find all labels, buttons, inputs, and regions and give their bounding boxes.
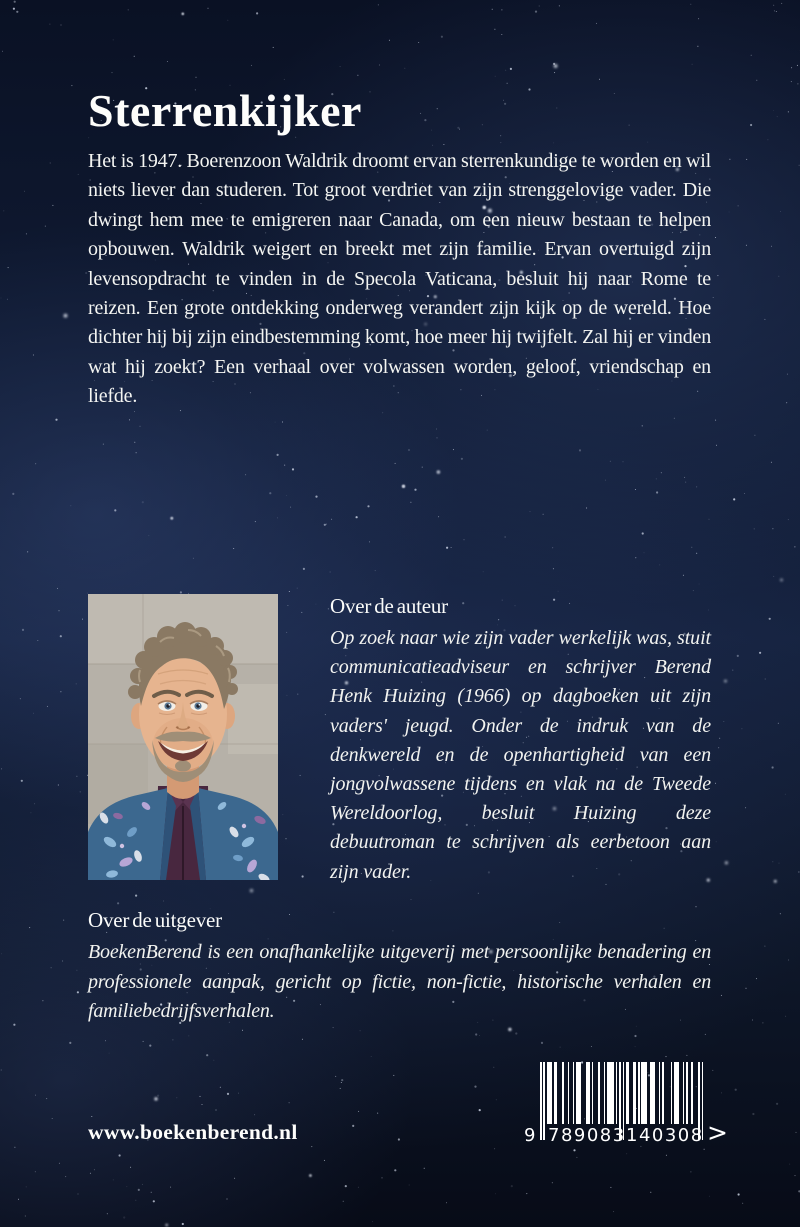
publisher-heading: Over de uitgever bbox=[88, 908, 222, 932]
bright-stars bbox=[0, 0, 1, 1]
author-section bbox=[88, 594, 711, 887]
barcode-digits-right: 140308 bbox=[626, 1125, 704, 1146]
barcode-lead-digit: 9 bbox=[524, 1125, 536, 1146]
isbn-barcode bbox=[520, 1062, 730, 1154]
barcode-digits-left: 789083 bbox=[548, 1125, 626, 1146]
publisher-text: BoekenBerend is een onafhankelijke uitgeverij met persoonlijke benadering en professionele aanpak, gericht op fictie, non-fictie, historische verhalen en familiebedrijfsverhalen. bbox=[88, 941, 711, 1022]
publisher-section bbox=[88, 908, 711, 1027]
author-heading: Over de auteur bbox=[330, 594, 448, 618]
barcode-quiet-zone-arrow: > bbox=[707, 1118, 728, 1147]
author-photo bbox=[88, 594, 278, 880]
book-title: Sterrenkijker bbox=[88, 85, 362, 136]
author-bio: Op zoek naar wie zijn vader werkelijk was, stuit communicatieadviseur en schrijver Berend Henk Huizing (1966) op dagboeken uit zijn vaders' jeugd. Onder de indruk van de denkwereld en de openhartigheid van een jongvolwassene tijdens en vlak na de Tweede Wereldoorlog, besluit Huizing deze debuutroman te schrijven als eerbetoon aan zijn vader. bbox=[330, 627, 711, 883]
website-url: www.boekenberend.nl bbox=[88, 1120, 298, 1144]
author-portrait-illustration bbox=[88, 594, 278, 880]
book-blurb: Het is 1947. Boerenzoon Waldrik droomt ervan sterrenkundige te worden en wil niets liever dan studeren. Tot groot verdriet van zijn strenggelovige vader. Die dwingt hem mee te emigreren naar Canada, om een nieuw bestaan te helpen opbouwen. Waldrik weigert en breekt met zijn familie. Ervan overtuigd zijn levensopdracht te vinden in de Specola Vaticana, besluit hij naar Rome te reizen. Een grote ontdekking onderweg verandert zijn kijk op de wereld. Hoe dichter hij bij zijn eindbestemming komt, hoe meer hij twijfelt. Zal hij er vinden wat hij zoekt? Een verhaal over volwassen worden, geloof, vriendschap en liefde. bbox=[88, 150, 711, 408]
